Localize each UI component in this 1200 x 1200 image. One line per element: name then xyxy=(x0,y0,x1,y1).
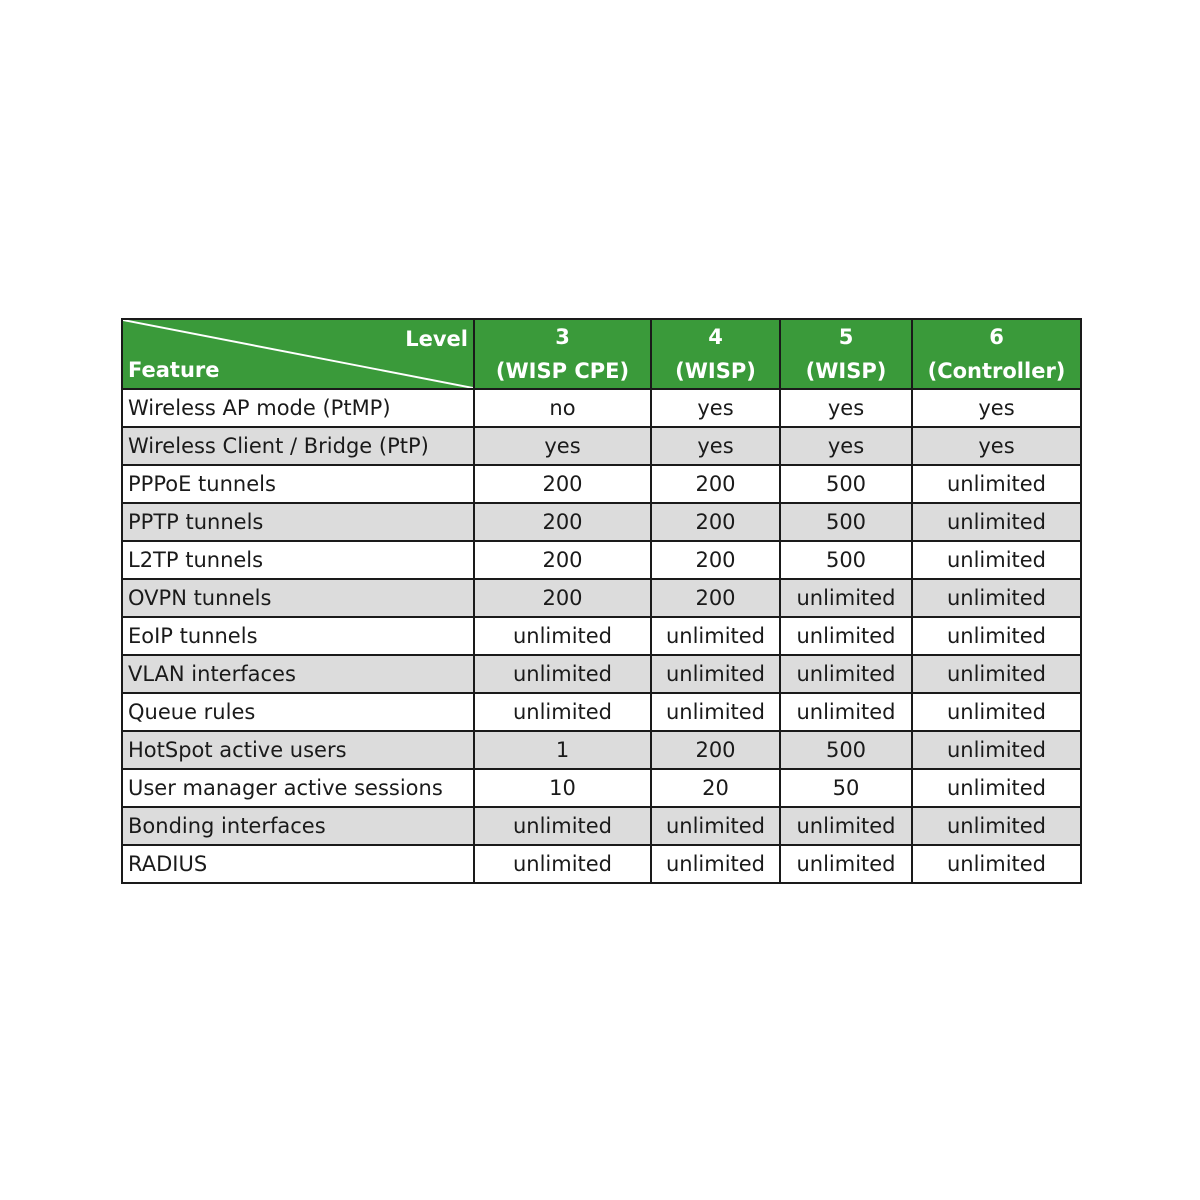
table-row xyxy=(122,541,1081,579)
value-cell: unlimited xyxy=(912,655,1081,693)
value-cell: yes xyxy=(651,427,780,465)
table-row xyxy=(122,693,1081,731)
value-cell: unlimited xyxy=(912,807,1081,845)
level-number: 6 xyxy=(989,325,1004,349)
value-cell: unlimited xyxy=(651,845,780,883)
value-cell: 500 xyxy=(780,541,912,579)
value-cell: yes xyxy=(780,427,912,465)
table-body xyxy=(122,389,1081,883)
license-levels-table xyxy=(121,318,1082,884)
value-cell: 200 xyxy=(651,731,780,769)
feature-cell: L2TP tunnels xyxy=(122,541,474,579)
feature-cell: Bonding interfaces xyxy=(122,807,474,845)
value-cell: unlimited xyxy=(912,617,1081,655)
value-cell: 10 xyxy=(474,769,651,807)
value-cell: 500 xyxy=(780,731,912,769)
value-cell: unlimited xyxy=(651,693,780,731)
value-cell: unlimited xyxy=(912,845,1081,883)
table-row xyxy=(122,769,1081,807)
value-cell: unlimited xyxy=(912,579,1081,617)
feature-cell: EoIP tunnels xyxy=(122,617,474,655)
table-row xyxy=(122,579,1081,617)
value-cell: unlimited xyxy=(780,655,912,693)
value-cell: yes xyxy=(912,427,1081,465)
value-cell: 200 xyxy=(651,503,780,541)
value-cell: 1 xyxy=(474,731,651,769)
table-row xyxy=(122,617,1081,655)
value-cell: unlimited xyxy=(912,769,1081,807)
level-name: (Controller) xyxy=(927,359,1066,383)
value-cell: unlimited xyxy=(651,617,780,655)
feature-cell: VLAN interfaces xyxy=(122,655,474,693)
value-cell: 200 xyxy=(474,541,651,579)
table-row xyxy=(122,465,1081,503)
feature-cell: PPPoE tunnels xyxy=(122,465,474,503)
value-cell: 200 xyxy=(474,465,651,503)
level-number: 5 xyxy=(838,325,854,349)
table-row xyxy=(122,503,1081,541)
value-cell: unlimited xyxy=(474,617,651,655)
level-axis-label: Level xyxy=(405,327,468,351)
level-number: 4 xyxy=(708,325,723,349)
feature-cell: HotSpot active users xyxy=(122,731,474,769)
value-cell: yes xyxy=(651,389,780,427)
value-cell: 50 xyxy=(780,769,912,807)
value-cell: unlimited xyxy=(474,693,651,731)
table-row xyxy=(122,845,1081,883)
feature-cell: RADIUS xyxy=(122,845,474,883)
value-cell: unlimited xyxy=(912,541,1081,579)
feature-cell: Queue rules xyxy=(122,693,474,731)
table-header xyxy=(122,319,1081,389)
feature-cell: Wireless AP mode (PtMP) xyxy=(122,389,474,427)
value-cell: unlimited xyxy=(474,845,651,883)
value-cell: yes xyxy=(912,389,1081,427)
value-cell: unlimited xyxy=(912,731,1081,769)
table-row xyxy=(122,731,1081,769)
level-4-header xyxy=(651,319,780,389)
value-cell: unlimited xyxy=(474,655,651,693)
value-cell: 200 xyxy=(474,579,651,617)
value-cell: unlimited xyxy=(651,807,780,845)
header-row xyxy=(122,319,1081,389)
value-cell: 200 xyxy=(474,503,651,541)
level-name: (WISP) xyxy=(805,359,887,383)
value-cell: unlimited xyxy=(780,693,912,731)
level-3-header xyxy=(474,319,651,389)
level-5-header xyxy=(780,319,912,389)
value-cell: unlimited xyxy=(780,579,912,617)
value-cell: unlimited xyxy=(912,465,1081,503)
value-cell: yes xyxy=(780,389,912,427)
value-cell: unlimited xyxy=(474,807,651,845)
value-cell: 200 xyxy=(651,541,780,579)
value-cell: 20 xyxy=(651,769,780,807)
table-row xyxy=(122,389,1081,427)
feature-cell: Wireless Client / Bridge (PtP) xyxy=(122,427,474,465)
corner-header-cell xyxy=(122,319,474,389)
level-name: (WISP) xyxy=(675,359,756,383)
value-cell: 200 xyxy=(651,465,780,503)
feature-axis-label: Feature xyxy=(128,358,220,382)
value-cell: unlimited xyxy=(780,845,912,883)
value-cell: 500 xyxy=(780,465,912,503)
value-cell: unlimited xyxy=(912,503,1081,541)
level-number: 3 xyxy=(555,325,570,349)
value-cell: no xyxy=(474,389,651,427)
value-cell: yes xyxy=(474,427,651,465)
value-cell: 200 xyxy=(651,579,780,617)
level-6-header xyxy=(912,319,1081,389)
value-cell: 500 xyxy=(780,503,912,541)
level-name: (WISP CPE) xyxy=(495,359,630,383)
feature-cell: PPTP tunnels xyxy=(122,503,474,541)
value-cell: unlimited xyxy=(780,807,912,845)
feature-cell: OVPN tunnels xyxy=(122,579,474,617)
table-row xyxy=(122,427,1081,465)
value-cell: unlimited xyxy=(912,693,1081,731)
value-cell: unlimited xyxy=(780,617,912,655)
feature-cell: User manager active sessions xyxy=(122,769,474,807)
table-row xyxy=(122,655,1081,693)
table-row xyxy=(122,807,1081,845)
value-cell: unlimited xyxy=(651,655,780,693)
